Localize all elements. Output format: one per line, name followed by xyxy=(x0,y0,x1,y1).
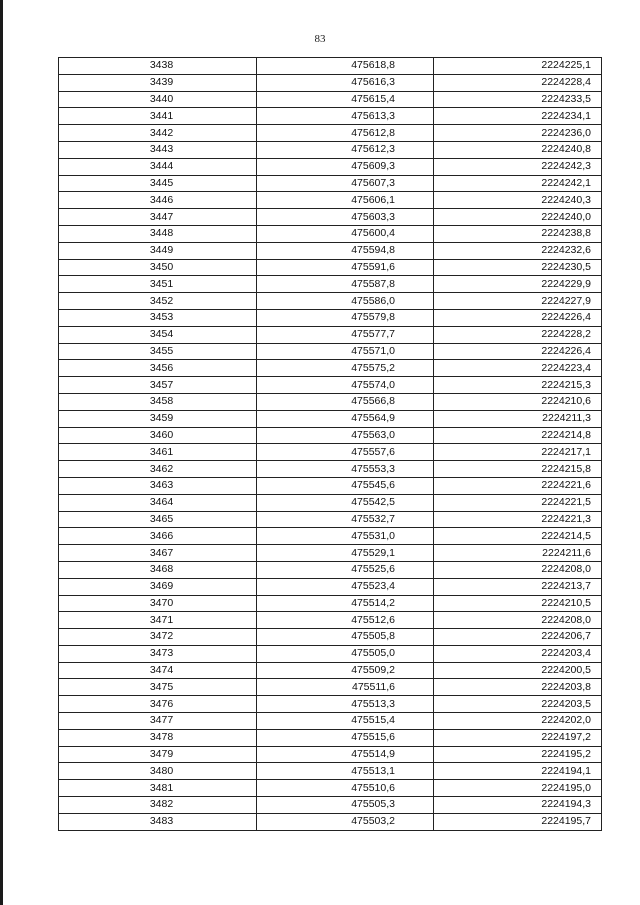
point-number-cell: 3481 xyxy=(59,780,257,797)
point-number-cell: 3446 xyxy=(59,192,257,209)
x-coordinate-cell: 475514,9 xyxy=(257,746,434,763)
point-number-cell: 3442 xyxy=(59,125,257,142)
y-coordinate-cell: 2224197,2 xyxy=(434,729,602,746)
y-coordinate-cell: 2224221,6 xyxy=(434,477,602,494)
x-coordinate-cell: 475603,3 xyxy=(257,209,434,226)
x-coordinate-cell: 475587,8 xyxy=(257,276,434,293)
table-row xyxy=(59,629,602,646)
y-coordinate-cell: 2224221,3 xyxy=(434,511,602,528)
point-number-cell: 3444 xyxy=(59,158,257,175)
table-row xyxy=(59,209,602,226)
x-coordinate-cell: 475564,9 xyxy=(257,410,434,427)
point-number-cell: 3445 xyxy=(59,175,257,192)
y-coordinate-cell: 2224213,7 xyxy=(434,578,602,595)
table-row xyxy=(59,293,602,310)
page-number: 83 xyxy=(314,33,326,45)
y-coordinate-cell: 2224214,8 xyxy=(434,427,602,444)
point-number-cell: 3451 xyxy=(59,276,257,293)
x-coordinate-cell: 475613,3 xyxy=(257,108,434,125)
y-coordinate-cell: 2224233,5 xyxy=(434,91,602,108)
point-number-cell: 3460 xyxy=(59,427,257,444)
x-coordinate-cell: 475553,3 xyxy=(257,461,434,478)
table-row xyxy=(59,393,602,410)
point-number-cell: 3440 xyxy=(59,91,257,108)
table-row xyxy=(59,528,602,545)
x-coordinate-cell: 475523,4 xyxy=(257,578,434,595)
table-row xyxy=(59,225,602,242)
y-coordinate-cell: 2224227,9 xyxy=(434,293,602,310)
point-number-cell: 3447 xyxy=(59,209,257,226)
y-coordinate-cell: 2224203,4 xyxy=(434,645,602,662)
y-coordinate-cell: 2224226,4 xyxy=(434,309,602,326)
x-coordinate-cell: 475515,4 xyxy=(257,713,434,730)
point-number-cell: 3456 xyxy=(59,360,257,377)
point-number-cell: 3476 xyxy=(59,696,257,713)
x-coordinate-cell: 475542,5 xyxy=(257,494,434,511)
y-coordinate-cell: 2224215,3 xyxy=(434,377,602,394)
y-coordinate-cell: 2224232,6 xyxy=(434,242,602,259)
table-row xyxy=(59,58,602,75)
x-coordinate-cell: 475586,0 xyxy=(257,293,434,310)
point-number-cell: 3458 xyxy=(59,393,257,410)
point-number-cell: 3482 xyxy=(59,797,257,814)
table-row xyxy=(59,242,602,259)
y-coordinate-cell: 2224221,5 xyxy=(434,494,602,511)
table-row xyxy=(59,74,602,91)
x-coordinate-cell: 475503,2 xyxy=(257,813,434,830)
table-row xyxy=(59,141,602,158)
x-coordinate-cell: 475511,6 xyxy=(257,679,434,696)
table-row xyxy=(59,545,602,562)
y-coordinate-cell: 2224202,0 xyxy=(434,713,602,730)
table-row xyxy=(59,276,602,293)
y-coordinate-cell: 2224214,5 xyxy=(434,528,602,545)
x-coordinate-cell: 475600,4 xyxy=(257,225,434,242)
point-number-cell: 3472 xyxy=(59,629,257,646)
y-coordinate-cell: 2224242,3 xyxy=(434,158,602,175)
table-row xyxy=(59,343,602,360)
x-coordinate-cell: 475571,0 xyxy=(257,343,434,360)
point-number-cell: 3477 xyxy=(59,713,257,730)
point-number-cell: 3473 xyxy=(59,645,257,662)
point-number-cell: 3471 xyxy=(59,612,257,629)
y-coordinate-cell: 2224223,4 xyxy=(434,360,602,377)
y-coordinate-cell: 2224194,1 xyxy=(434,763,602,780)
table-row xyxy=(59,729,602,746)
x-coordinate-cell: 475612,3 xyxy=(257,141,434,158)
point-number-cell: 3478 xyxy=(59,729,257,746)
point-number-cell: 3453 xyxy=(59,309,257,326)
point-number-cell: 3438 xyxy=(59,58,257,75)
y-coordinate-cell: 2224203,8 xyxy=(434,679,602,696)
table-row xyxy=(59,175,602,192)
point-number-cell: 3441 xyxy=(59,108,257,125)
point-number-cell: 3483 xyxy=(59,813,257,830)
x-coordinate-cell: 475579,8 xyxy=(257,309,434,326)
x-coordinate-cell: 475577,7 xyxy=(257,326,434,343)
table-row xyxy=(59,125,602,142)
table-row xyxy=(59,679,602,696)
table-row xyxy=(59,377,602,394)
table-row xyxy=(59,696,602,713)
y-coordinate-cell: 2224226,4 xyxy=(434,343,602,360)
y-coordinate-cell: 2224236,0 xyxy=(434,125,602,142)
y-coordinate-cell: 2224215,8 xyxy=(434,461,602,478)
table-row xyxy=(59,511,602,528)
point-number-cell: 3448 xyxy=(59,225,257,242)
y-coordinate-cell: 2224228,2 xyxy=(434,326,602,343)
y-coordinate-cell: 2224211,3 xyxy=(434,410,602,427)
x-coordinate-cell: 475566,8 xyxy=(257,393,434,410)
x-coordinate-cell: 475615,4 xyxy=(257,91,434,108)
y-coordinate-cell: 2224200,5 xyxy=(434,662,602,679)
y-coordinate-cell: 2224229,9 xyxy=(434,276,602,293)
table-row xyxy=(59,578,602,595)
point-number-cell: 3469 xyxy=(59,578,257,595)
x-coordinate-cell: 475612,8 xyxy=(257,125,434,142)
x-coordinate-cell: 475513,3 xyxy=(257,696,434,713)
table-row xyxy=(59,561,602,578)
point-number-cell: 3457 xyxy=(59,377,257,394)
table-row xyxy=(59,259,602,276)
x-coordinate-cell: 475563,0 xyxy=(257,427,434,444)
table-row xyxy=(59,645,602,662)
point-number-cell: 3443 xyxy=(59,141,257,158)
table-row xyxy=(59,713,602,730)
x-coordinate-cell: 475591,6 xyxy=(257,259,434,276)
point-number-cell: 3470 xyxy=(59,595,257,612)
y-coordinate-cell: 2224208,0 xyxy=(434,561,602,578)
table-row xyxy=(59,813,602,830)
table-row xyxy=(59,595,602,612)
y-coordinate-cell: 2224210,5 xyxy=(434,595,602,612)
x-coordinate-cell: 475505,0 xyxy=(257,645,434,662)
point-number-cell: 3479 xyxy=(59,746,257,763)
point-number-cell: 3466 xyxy=(59,528,257,545)
x-coordinate-cell: 475532,7 xyxy=(257,511,434,528)
point-number-cell: 3455 xyxy=(59,343,257,360)
y-coordinate-cell: 2224238,8 xyxy=(434,225,602,242)
table-row xyxy=(59,477,602,494)
y-coordinate-cell: 2224225,1 xyxy=(434,58,602,75)
y-coordinate-cell: 2224240,3 xyxy=(434,192,602,209)
table-row xyxy=(59,612,602,629)
point-number-cell: 3480 xyxy=(59,763,257,780)
y-coordinate-cell: 2224228,4 xyxy=(434,74,602,91)
point-number-cell: 3474 xyxy=(59,662,257,679)
table-row xyxy=(59,763,602,780)
point-number-cell: 3467 xyxy=(59,545,257,562)
x-coordinate-cell: 475531,0 xyxy=(257,528,434,545)
x-coordinate-cell: 475513,1 xyxy=(257,763,434,780)
x-coordinate-cell: 475510,6 xyxy=(257,780,434,797)
x-coordinate-cell: 475607,3 xyxy=(257,175,434,192)
x-coordinate-cell: 475514,2 xyxy=(257,595,434,612)
x-coordinate-cell: 475529,1 xyxy=(257,545,434,562)
y-coordinate-cell: 2224211,6 xyxy=(434,545,602,562)
x-coordinate-cell: 475509,2 xyxy=(257,662,434,679)
point-number-cell: 3452 xyxy=(59,293,257,310)
point-number-cell: 3468 xyxy=(59,561,257,578)
x-coordinate-cell: 475512,6 xyxy=(257,612,434,629)
point-number-cell: 3449 xyxy=(59,242,257,259)
point-number-cell: 3462 xyxy=(59,461,257,478)
y-coordinate-cell: 2224203,5 xyxy=(434,696,602,713)
x-coordinate-cell: 475575,2 xyxy=(257,360,434,377)
y-coordinate-cell: 2224194,3 xyxy=(434,797,602,814)
point-number-cell: 3475 xyxy=(59,679,257,696)
table-row xyxy=(59,158,602,175)
table-row xyxy=(59,326,602,343)
x-coordinate-cell: 475515,6 xyxy=(257,729,434,746)
point-number-cell: 3459 xyxy=(59,410,257,427)
x-coordinate-cell: 475609,3 xyxy=(257,158,434,175)
y-coordinate-cell: 2224230,5 xyxy=(434,259,602,276)
y-coordinate-cell: 2224208,0 xyxy=(434,612,602,629)
x-coordinate-cell: 475505,8 xyxy=(257,629,434,646)
table-row xyxy=(59,108,602,125)
table-row xyxy=(59,410,602,427)
table-row xyxy=(59,360,602,377)
y-coordinate-cell: 2224210,6 xyxy=(434,393,602,410)
y-coordinate-cell: 2224234,1 xyxy=(434,108,602,125)
y-coordinate-cell: 2224242,1 xyxy=(434,175,602,192)
point-number-cell: 3454 xyxy=(59,326,257,343)
table-row xyxy=(59,461,602,478)
coordinate-table xyxy=(58,57,602,831)
x-coordinate-cell: 475505,3 xyxy=(257,797,434,814)
x-coordinate-cell: 475545,6 xyxy=(257,477,434,494)
coordinate-table-body xyxy=(59,58,602,831)
y-coordinate-cell: 2224217,1 xyxy=(434,444,602,461)
table-row xyxy=(59,494,602,511)
table-row xyxy=(59,444,602,461)
scan-edge xyxy=(0,0,3,905)
x-coordinate-cell: 475616,3 xyxy=(257,74,434,91)
y-coordinate-cell: 2224195,7 xyxy=(434,813,602,830)
table-row xyxy=(59,309,602,326)
x-coordinate-cell: 475594,8 xyxy=(257,242,434,259)
point-number-cell: 3463 xyxy=(59,477,257,494)
y-coordinate-cell: 2224206,7 xyxy=(434,629,602,646)
table-row xyxy=(59,91,602,108)
table-row xyxy=(59,427,602,444)
table-row xyxy=(59,746,602,763)
y-coordinate-cell: 2224195,2 xyxy=(434,746,602,763)
table-row xyxy=(59,780,602,797)
x-coordinate-cell: 475618,8 xyxy=(257,58,434,75)
y-coordinate-cell: 2224195,0 xyxy=(434,780,602,797)
x-coordinate-cell: 475574,0 xyxy=(257,377,434,394)
table-row xyxy=(59,662,602,679)
table-row xyxy=(59,797,602,814)
point-number-cell: 3439 xyxy=(59,74,257,91)
point-number-cell: 3465 xyxy=(59,511,257,528)
y-coordinate-cell: 2224240,8 xyxy=(434,141,602,158)
point-number-cell: 3464 xyxy=(59,494,257,511)
x-coordinate-cell: 475525,6 xyxy=(257,561,434,578)
y-coordinate-cell: 2224240,0 xyxy=(434,209,602,226)
point-number-cell: 3450 xyxy=(59,259,257,276)
point-number-cell: 3461 xyxy=(59,444,257,461)
table-row xyxy=(59,192,602,209)
x-coordinate-cell: 475557,6 xyxy=(257,444,434,461)
x-coordinate-cell: 475606,1 xyxy=(257,192,434,209)
